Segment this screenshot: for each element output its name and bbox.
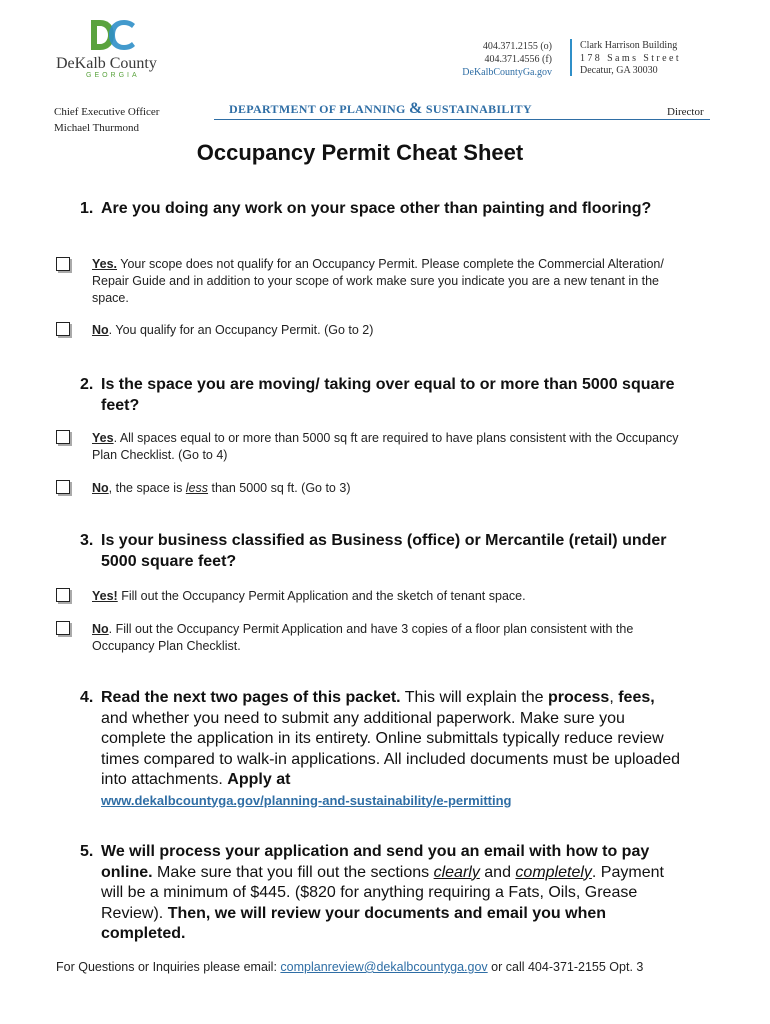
q1-yes-option xyxy=(92,256,682,307)
plain-text: and whether you need to submit any additional paperwork. Make sure you complete the application in its entirety. Online submittals typically reduce review times compared to walk-in applications. All included documents must be uploaded into attachments. xyxy=(101,709,680,788)
option-text: . You qualify for an Occupancy Permit. (Go to 2) xyxy=(108,323,374,337)
contact-phones xyxy=(462,40,552,79)
footer xyxy=(56,960,716,974)
step-text xyxy=(80,688,680,811)
q2-no-checkbox[interactable] xyxy=(56,480,70,494)
department-underline xyxy=(214,119,710,120)
footer-suffix: or call 404-371-2155 Opt. 3 xyxy=(487,960,644,974)
dept-ampersand: & xyxy=(408,100,423,117)
option-lead: No xyxy=(92,622,109,636)
website-link[interactable]: DeKalbCountyGa.gov xyxy=(462,67,552,78)
plain-text: . Payment will be a minimum of $445. ($820 for anything requiring a Fats, Oils, Grease Review). xyxy=(101,863,664,922)
street-address: 178 Sams Street xyxy=(580,52,681,64)
city-address: Decatur, GA 30030 xyxy=(580,65,658,76)
q2-yes-option xyxy=(92,430,682,464)
option-lead: No xyxy=(92,323,109,337)
question-2 xyxy=(80,374,680,416)
phone-fax: 404.371.4556 (f) xyxy=(484,54,552,65)
question-text: Are you doing any work on your space other than painting and flooring? xyxy=(101,200,652,217)
step-4 xyxy=(80,688,680,811)
emphasis-text: clearly xyxy=(433,863,480,881)
question-text: Is your business classified as Business (office) or Mercantile (retail) under 5000 square feet? xyxy=(101,532,667,570)
footer-prefix: For Questions or Inquiries please email: xyxy=(56,960,281,974)
q3-no-checkbox[interactable] xyxy=(56,621,70,635)
q3-no-option xyxy=(92,621,682,655)
q2-yes-checkbox[interactable] xyxy=(56,430,70,444)
option-text: Fill out the Occupancy Permit Application and the sketch of tenant space. xyxy=(117,589,526,603)
page-title: Occupancy Permit Cheat Sheet xyxy=(196,140,524,165)
option-lead: Yes. xyxy=(92,257,118,271)
q3-yes-option xyxy=(92,588,682,605)
question-number: 3. xyxy=(80,532,94,549)
emphasis-text: completely xyxy=(515,863,592,881)
option-emphasis: less xyxy=(185,481,209,495)
question-text: Is the space you are moving/ taking over equal to or more than 5000 square feet? xyxy=(101,376,675,414)
ceo-title: Chief Executive Officer xyxy=(54,106,160,118)
plain-text: Make sure that you fill out the sections xyxy=(152,863,434,881)
logo-subtitle: GEORGIA xyxy=(86,72,140,79)
bold-text: process xyxy=(547,689,610,706)
q1-no-option xyxy=(92,322,682,339)
question-3 xyxy=(80,530,680,572)
q3-yes-checkbox[interactable] xyxy=(56,588,70,602)
step-number: 5. xyxy=(80,843,94,860)
bold-text: Apply at xyxy=(227,771,291,788)
option-text: . All spaces equal to or more than 5000 sq ft are required to have plans consistent with the Occupancy Plan Checklist. (Go to 4) xyxy=(92,431,679,462)
plain-text: This will explain the xyxy=(400,689,548,706)
building-name: Clark Harrison Building xyxy=(580,40,678,51)
department-name xyxy=(229,100,532,118)
option-text: than 5000 sq ft. (Go to 3) xyxy=(208,481,351,495)
step-text xyxy=(80,842,680,945)
option-text: , the space is xyxy=(108,481,186,495)
dekalb-logo-icon xyxy=(88,18,138,52)
step-number: 4. xyxy=(80,689,94,706)
q1-no-checkbox[interactable] xyxy=(56,322,70,336)
contact-email-link[interactable]: complanreview@dekalbcountyga.gov xyxy=(280,960,488,974)
question-1 xyxy=(80,198,680,219)
dept-part2: SUSTAINABILITY xyxy=(425,102,532,116)
option-text: Your scope does not qualify for an Occupancy Permit. Please complete the Commercial Alteration/ Repair Guide and in addition to your scope of work make sure you indicate you are a new tenant in the space. xyxy=(92,257,664,305)
option-lead: No xyxy=(92,481,109,495)
q1-yes-checkbox[interactable] xyxy=(56,257,70,271)
ceo-name: Michael Thurmond xyxy=(54,122,140,134)
bold-text: fees, xyxy=(618,689,655,706)
question-number: 2. xyxy=(80,376,94,393)
bold-text: Then, we will review your documents and email you when completed. xyxy=(101,904,607,942)
option-lead: Yes xyxy=(92,431,114,445)
question-number: 1. xyxy=(80,200,94,217)
contact-address xyxy=(580,40,681,78)
plain-text: , xyxy=(609,689,619,706)
q2-no-option xyxy=(92,480,682,497)
step-5 xyxy=(80,842,680,945)
option-text: . Fill out the Occupancy Permit Application and have 3 copies of a floor plan consistent with the Occupancy Plan Checklist. xyxy=(92,622,634,653)
bold-text: Read the next two pages of this packet. xyxy=(101,689,401,706)
logo-name: DeKalb County xyxy=(56,55,157,72)
bold-text: We will process your application and send you an email with how to pay online. xyxy=(101,843,650,881)
plain-text: and xyxy=(479,863,516,881)
director-label: Director xyxy=(667,106,704,118)
phone-office: 404.371.2155 (o) xyxy=(482,41,552,52)
option-lead: Yes! xyxy=(92,589,118,603)
dept-part1: DEPARTMENT OF PLANNING xyxy=(229,102,406,116)
e-permitting-link[interactable]: www.dekalbcountyga.gov/planning-and-sustainability/e-permitting xyxy=(101,792,512,808)
header-divider xyxy=(570,39,572,76)
